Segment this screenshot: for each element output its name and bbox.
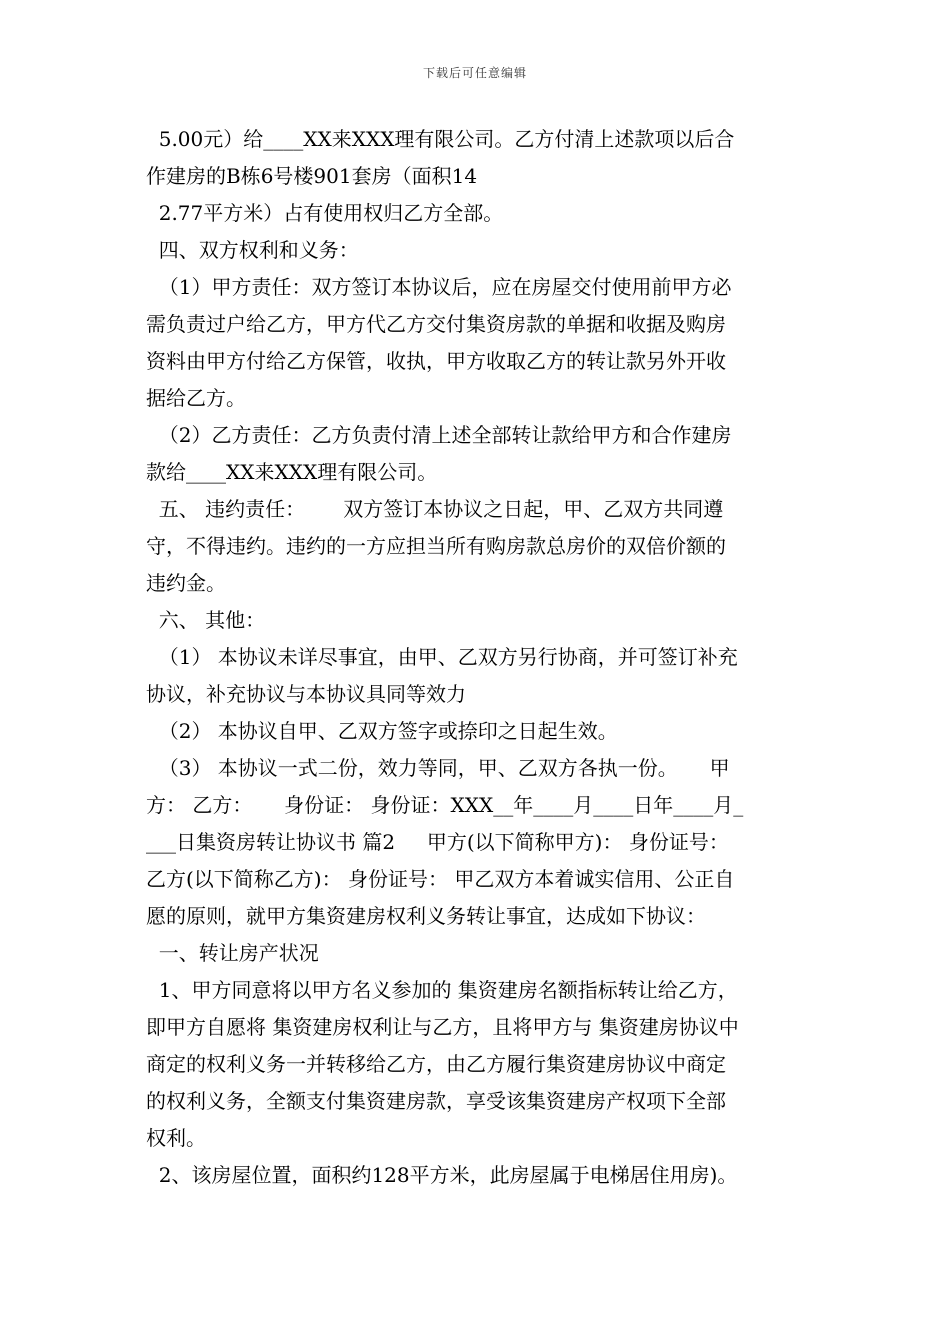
document-line: 1、甲方同意将以甲方名义参加的 集资建房名额指标转让给乙方， xyxy=(146,978,738,1002)
document-line: 六、 其他： xyxy=(146,608,266,632)
document-line: 四、双方权利和义务： xyxy=(146,238,359,262)
document-line: 违约金。 xyxy=(146,571,226,595)
page-header: 下载后可任意编辑 xyxy=(422,66,527,80)
document-line: ___日集资房转让协议书 篇2 甲方(以下简称甲方)： 身份证号： xyxy=(146,830,729,854)
document-line: 即甲方自愿将 集资建房权利让与乙方，且将甲方与 集资建房协议中 xyxy=(146,1015,739,1039)
document-line: （2）乙方责任：乙方负责付清上述全部转让款给甲方和合作建房 xyxy=(146,423,732,447)
document-line: 愿的原则，就甲方集资建房权利义务转让事宜，达成如下协议： xyxy=(146,904,706,928)
document-line: （1） 本协议未详尽事宜，由甲、乙双方另行协商，并可签订补充 xyxy=(146,645,738,669)
document-line: （2） 本协议自甲、乙双方签字或捺印之日起生效。 xyxy=(146,719,618,743)
document-line: （1）甲方责任：双方签订本协议后，应在房屋交付使用前甲方必 xyxy=(146,275,732,299)
document-line: 商定的权利义务一并转移给乙方，由乙方履行集资建房协议中商定 xyxy=(146,1052,726,1076)
document-line: 的权利义务，全额支付集资建房款，享受该集资建房产权项下全部 xyxy=(146,1089,726,1113)
document-line: 资料由甲方付给乙方保管，收执，甲方收取乙方的转让款另外开收 xyxy=(146,349,726,373)
document-line: 协议，补充协议与本协议具同等效力 xyxy=(146,682,466,706)
document-line: 据给乙方。 xyxy=(146,386,246,410)
document-line: 守，不得违约。违约的一方应担当所有购房款总房价的双倍价额的 xyxy=(146,534,726,558)
document-line: 5.00元）给____XX来XXX理有限公司。乙方付清上述款项以后合 xyxy=(146,127,735,151)
document-line: 五、 违约责任： 双方签订本协议之日起，甲、乙双方共同遵 xyxy=(146,497,724,521)
document-line: 一、转让房产状况 xyxy=(146,941,319,965)
document-line: 2.77平方米）占有使用权归乙方全部。 xyxy=(146,201,504,225)
document-line: 需负责过户给乙方，甲方代乙方交付集资房款的单据和收据及购房 xyxy=(146,312,726,336)
document-line: 乙方(以下简称乙方)： 身份证号： 甲乙双方本着诚实信用、公正自 xyxy=(146,867,735,891)
document-body xyxy=(146,121,814,1194)
document-line: 方： 乙方： 身份证： 身份证：XXX__年____月____日年____月_ xyxy=(146,793,744,817)
document-line: 权利。 xyxy=(146,1126,206,1150)
document-line: 作建房的B栋6号楼901套房（面积14 xyxy=(146,164,478,188)
document-line: 2、该房屋位置，面积约128平方米，此房屋属于电梯居住用房)。 xyxy=(146,1163,738,1187)
document-line: 款给____XX来XXX理有限公司。 xyxy=(146,460,438,484)
document-line: （3） 本协议一式二份，效力等同，甲、乙双方各执一份。 甲 xyxy=(146,756,730,780)
